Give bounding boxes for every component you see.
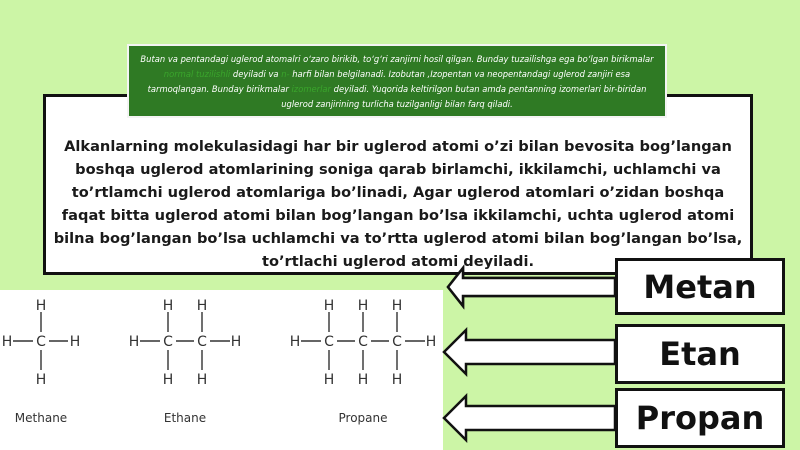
note-highlight-isomers: izomerlar	[291, 84, 331, 94]
atom-h: H	[323, 298, 335, 314]
atom-h: H	[162, 372, 174, 388]
atom-h: H	[69, 334, 81, 350]
atom-h: H	[35, 298, 47, 314]
note-highlight-normal: normal tuzilishli	[163, 69, 231, 79]
note-text: deyiladi va	[232, 69, 279, 79]
note-text: deyiladi. Yuqorida keltirilgon butan amda pentanning izomerlari bir-biridan uglerod zanjirining turlicha tuzilganligi bilan farq qiladi.	[281, 84, 647, 109]
note-text: Butan va pentandagi uglerod atomalri o‘zaro birikib, to‘g‘ri zanjirni hosil qilgan. Bunday tuzailishga ega bo‘lgan birikmalar	[140, 54, 654, 64]
atom-c: C	[392, 334, 402, 350]
atom-h: H	[128, 334, 140, 350]
atom-h: H	[357, 372, 369, 388]
methane-caption: Methane	[14, 411, 68, 425]
atom-c: C	[163, 334, 173, 350]
atom-h: H	[289, 334, 301, 350]
main-paragraph: Alkanlarning molekulasidagi har bir uglerod atomi o’zi bilan bevosita bog’langan boshqa uglerod atomlarining soniga qarab birlamchi, ikkilamchi, uchlamchi va to’rtlamchi uglerod atomlariga bo’linadi, Agar uglerod atomlari o’zidan boshqa faqat bitta uglerod atomi bilan bog’langan bo’lsa ikkilamchi, uchta uglerod atomi bilna bog’langan bo’lsa uchlamchi va to’rtta uglerod atomi bilan bog’langan bo’lsa, to’rtlachi uglerod atomi deyiladi.	[53, 138, 743, 270]
atom-h: H	[357, 298, 369, 314]
atom-c: C	[324, 334, 334, 350]
label-propan[interactable]: Propan	[615, 388, 785, 448]
arrow-propan	[444, 396, 615, 440]
atom-h: H	[425, 334, 437, 350]
atom-h: H	[1, 334, 13, 350]
note-text: harfi bilan belgilanadi. Izobutan ,Izopentan va neopentandagi uglerod zanjiri esa tarmoqlangan. Bunday birikmalar	[147, 69, 631, 94]
atom-c: C	[358, 334, 368, 350]
atom-c: C	[36, 334, 46, 350]
note-highlight-n: n-	[281, 69, 290, 79]
atom-h: H	[196, 372, 208, 388]
label-etan[interactable]: Etan	[615, 324, 785, 384]
ethane-caption: Ethane	[163, 411, 207, 425]
propane-caption: Propane	[338, 411, 388, 425]
atom-c: C	[197, 334, 207, 350]
atom-h: H	[35, 372, 47, 388]
atom-h: H	[196, 298, 208, 314]
arrow-metan-right	[448, 268, 615, 306]
atom-h: H	[391, 372, 403, 388]
label-metan[interactable]: Metan	[615, 258, 785, 315]
atom-h: H	[323, 372, 335, 388]
arrow-etan	[444, 330, 615, 374]
atom-h: H	[391, 298, 403, 314]
atom-h: H	[162, 298, 174, 314]
atom-h: H	[230, 334, 242, 350]
